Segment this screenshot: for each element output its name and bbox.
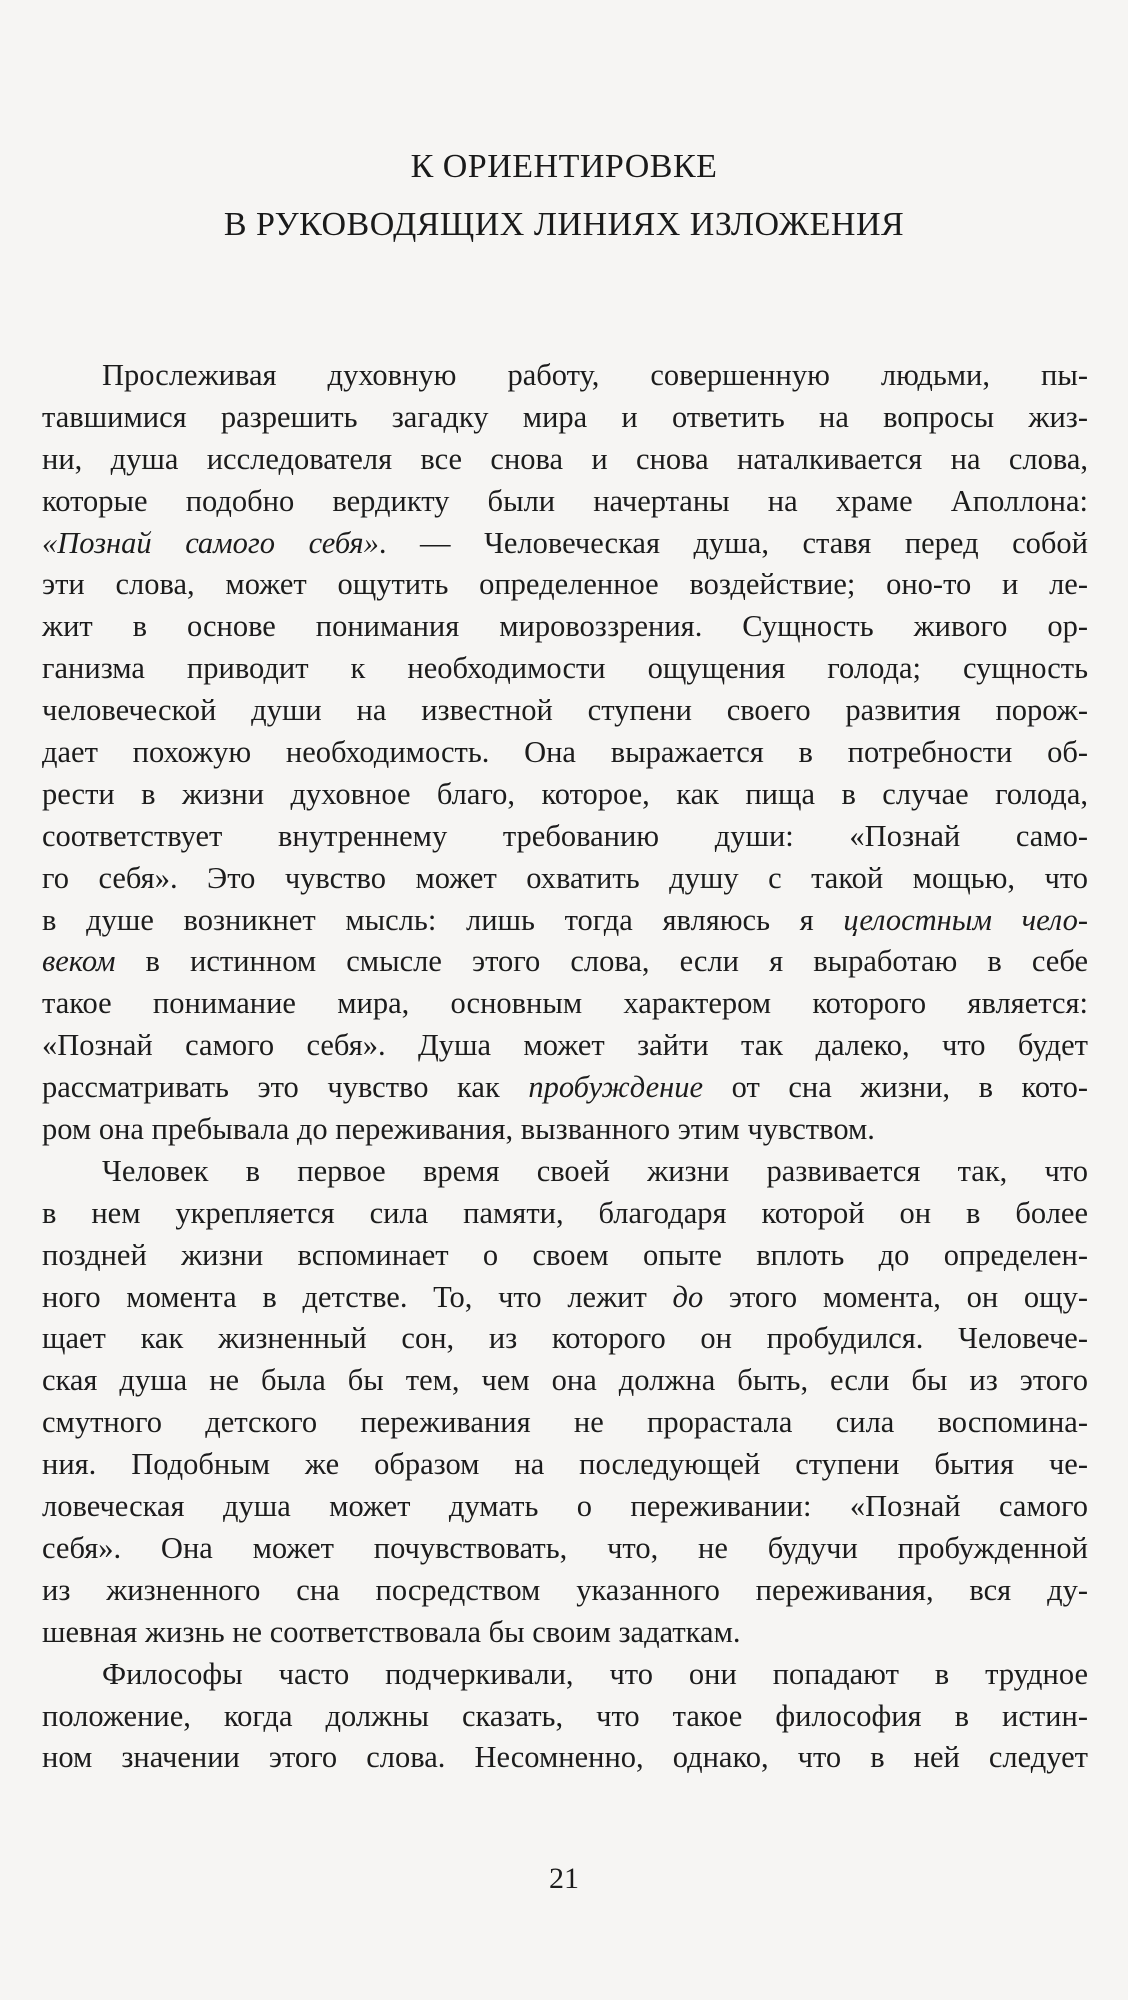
text-line: эти слова, может ощутить определенное воздействие; оно-то и ле-: [42, 567, 1088, 602]
text-line: положение, когда должны сказать, что такое философия в истин-: [42, 1698, 1088, 1733]
text-line: смутного детского переживания не прорастала сила воспомина-: [42, 1405, 1088, 1440]
text-line: ния. Подобным же образом на последующей ступени бытия че-: [42, 1447, 1088, 1482]
text-line: веком в истинном смысле этого слова, если я выработаю в себе: [42, 944, 1088, 979]
text-line: «Познай самого себя». — Человеческая душа, ставя перед собой: [42, 525, 1088, 560]
text-line: ни, душа исследователя все снова и снова наталкивается на слова,: [42, 441, 1088, 476]
text-line: ного момента в детстве. То, что лежит до этого момента, он ощу-: [42, 1279, 1089, 1314]
heading-line-2: В РУКОВОДЯЩИХ ЛИНИЯХ ИЗЛОЖЕНИЯ: [223, 206, 905, 243]
text-line: ловеческая душа может думать о переживании: «Познай самого: [42, 1489, 1088, 1524]
text-line: поздней жизни вспоминает о своем опыте вплоть до определен-: [42, 1237, 1088, 1272]
text-line: человеческой души на известной ступени своего развития порож-: [42, 693, 1088, 728]
text-line: щает как жизненный сон, из которого он пробудился. Человече-: [42, 1321, 1088, 1356]
text-line: го себя». Это чувство может охватить душу с такой мощью, что: [42, 860, 1088, 895]
text-line: жит в основе понимания мировоззрения. Сущность живого ор-: [42, 609, 1088, 644]
text-line: тавшимися разрешить загадку мира и ответить на вопросы жиз-: [42, 399, 1088, 434]
text-line: «Познай самого себя». Душа может зайти так далеко, что будет: [42, 1028, 1088, 1063]
text-line: Философы часто подчеркивали, что они попадают в трудное: [102, 1656, 1088, 1691]
text-line: ром она пребывала до переживания, вызванного этим чувством.: [42, 1112, 875, 1147]
text-line: Прослеживая духовную работу, совершенную людьми, пы-: [102, 358, 1088, 392]
page-number: 21: [549, 1862, 579, 1895]
italic-phrase: пробуждение: [528, 1070, 704, 1105]
text-line: себя». Она может почувствовать, что, не будучи пробужденной: [42, 1530, 1088, 1565]
text-line: такое понимание мира, основным характером которого является:: [42, 986, 1088, 1021]
text-line: соответствует внутреннему требованию души: «Познай само-: [42, 818, 1088, 853]
text-line: рассматривать это чувство как пробуждение от сна жизни, в кото-: [42, 1070, 1088, 1105]
text-line: которые подобно вердикту были начертаны на храме Аполлона:: [42, 483, 1088, 518]
body-text: [42, 355, 1088, 1779]
italic-phrase: целостным чело-: [843, 902, 1088, 937]
italic-phrase: «Познай самого себя»: [42, 525, 379, 560]
text-line: в душе возникнет мысль: лишь тогда являюсь я целостным чело-: [42, 902, 1088, 937]
text-line: шевная жизнь не соответствовала бы своим задаткам.: [42, 1614, 741, 1649]
text-line: ганизма приводит к необходимости ощущения голода; сущность: [42, 651, 1088, 686]
text-line: рести в жизни духовное благо, которое, как пища в случае голода,: [42, 776, 1088, 811]
italic-phrase: до: [672, 1279, 704, 1314]
text-line: ская душа не была бы тем, чем она должна быть, если бы из этого: [42, 1363, 1088, 1398]
italic-phrase: веком: [42, 944, 116, 979]
text-line: в нем укрепляется сила памяти, благодаря которой он в более: [42, 1195, 1088, 1230]
text-line: дает похожую необходимость. Она выражается в потребности об-: [42, 735, 1088, 770]
text-line: ном значении этого слова. Несомненно, однако, что в ней следует: [42, 1740, 1088, 1775]
text-line: из жизненного сна посредством указанного переживания, вся ду-: [42, 1572, 1088, 1607]
heading-line-1: К ОРИЕНТИРОВКЕ: [410, 148, 718, 185]
text-line: Человек в первое время своей жизни развивается так, что: [102, 1153, 1088, 1188]
